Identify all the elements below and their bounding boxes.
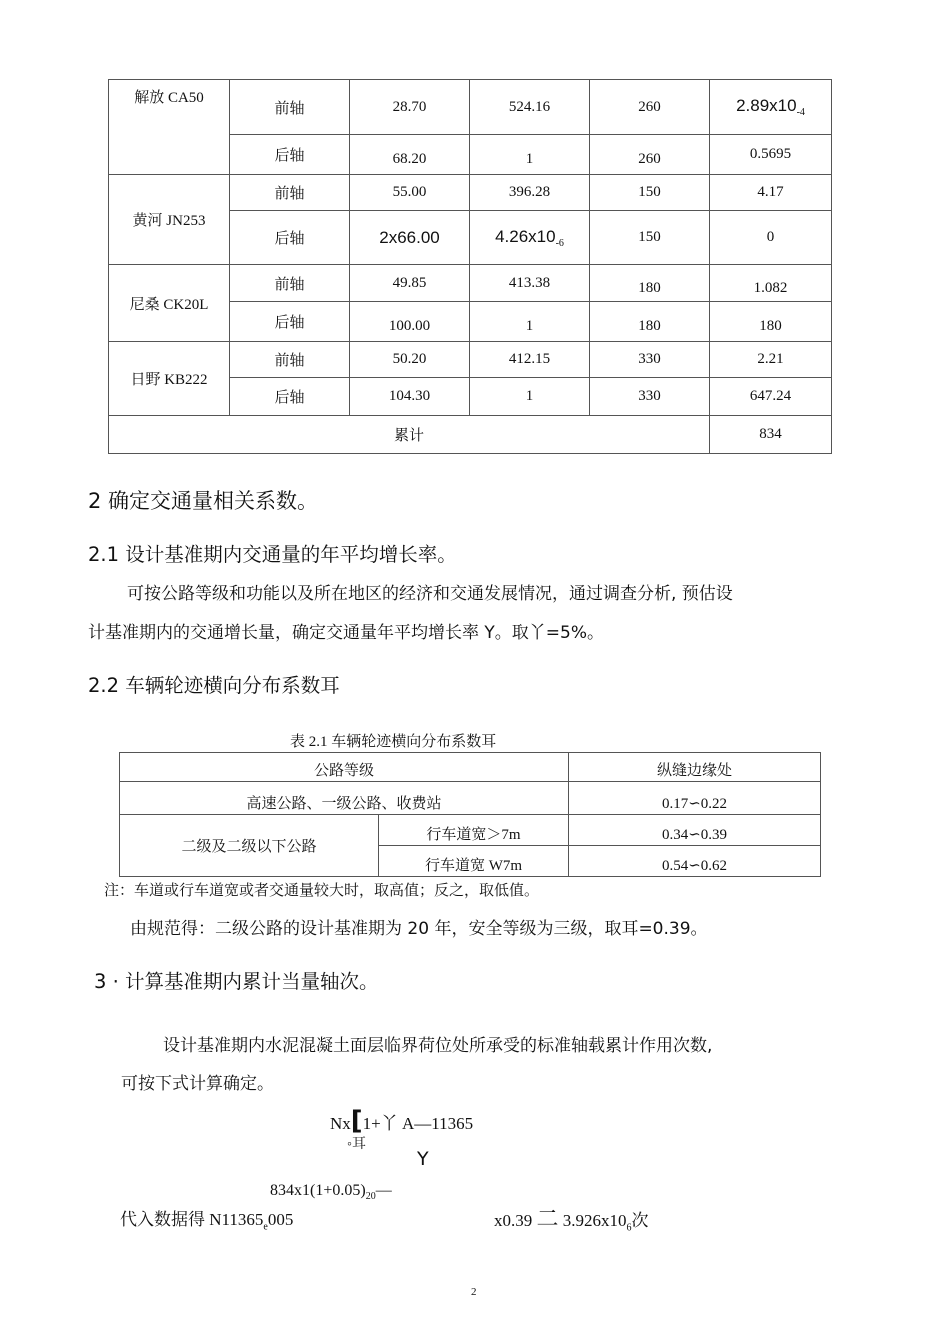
value-cell: 2.21 [710, 342, 832, 378]
table-row [109, 175, 832, 211]
vehicle-cell: 日野 KB222 [109, 342, 230, 416]
formula-line-1: Nx[1+丫 A—11365 [330, 1106, 474, 1136]
vehicle-cell: 尼桑 CK20L [109, 265, 230, 342]
header-edge: 纵缝边缘处 [569, 753, 821, 782]
table-caption: 表 2.1 车辆轮迹横向分布系数耳 [290, 734, 497, 750]
table-header-row [120, 753, 821, 782]
value-cell: 2x66.00 [350, 211, 470, 265]
value-cell: 55.00 [350, 175, 470, 211]
value-cell: 180 [590, 265, 710, 302]
value-cell: 0.5695 [710, 135, 832, 175]
value-cell: 396.28 [470, 175, 590, 211]
value-cell: 412.15 [470, 342, 590, 378]
table-row [109, 265, 832, 302]
row-value: 0.34∽0.39 [569, 815, 821, 846]
value-cell: 150 [590, 211, 710, 265]
axle-cell: 后轴 [230, 302, 350, 342]
formula-bracket: [ [350, 1106, 363, 1136]
value-cell: 1 [470, 135, 590, 175]
vehicle-cell: 解放 CA50 [109, 80, 230, 175]
total-value: 834 [710, 416, 832, 454]
value-cell: 104.30 [350, 378, 470, 416]
row-sublabel: 行车道宽＞7m [379, 815, 569, 846]
value-cell: 260 [590, 80, 710, 135]
axle-cell: 前轴 [230, 342, 350, 378]
paragraph-line: 可按公路等级和功能以及所在地区的经济和交通发展情况，通过调查分析, 预估设 [127, 584, 733, 604]
paragraph-line: 计基准期内的交通增长量，确定交通量年平均增长率 Y。取丫=5%。 [88, 623, 605, 643]
row-label: 高速公路、一级公路、收费站 [120, 782, 569, 815]
value-cell: 68.20 [350, 135, 470, 175]
axle-load-table [108, 79, 832, 454]
row-label: 二级及二级以下公路 [120, 815, 379, 877]
value-cell: 413.38 [470, 265, 590, 302]
value-cell: 1.082 [710, 265, 832, 302]
value-cell: 1 [470, 302, 590, 342]
axle-cell: 后轴 [230, 378, 350, 416]
value-cell: 330 [590, 378, 710, 416]
value-cell: 180 [590, 302, 710, 342]
axle-cell: 前轴 [230, 175, 350, 211]
value-cell: $4.26x10_{-6}$ [470, 211, 590, 265]
row-value: 0.54∽0.62 [569, 846, 821, 877]
page-number: 2 [471, 1286, 477, 1298]
value-cell: 0 [710, 211, 832, 265]
value-cell: 180 [710, 302, 832, 342]
section-2-title: 2 确定交通量相关系数。 [88, 489, 319, 513]
table-row [109, 80, 832, 135]
axle-cell: 后轴 [230, 211, 350, 265]
row-sublabel: 行车道宽 W7m [379, 846, 569, 877]
section-3-title: 3 · 计算基准期内累计当量轴次。 [94, 970, 379, 993]
formula-denominator: Y [417, 1148, 429, 1170]
value-cell: 100.00 [350, 302, 470, 342]
conclusion-line: 由规范得：二级公路的设计基准期为 20 年，安全等级为三级，取耳=0.39。 [130, 919, 708, 939]
table-row [120, 815, 821, 846]
total-row [109, 416, 832, 454]
value-cell: 1 [470, 378, 590, 416]
axle-cell: 前轴 [230, 80, 350, 135]
distribution-table [119, 752, 821, 877]
formula-line-2: $834x1(1+0.05)_{20}—$ [270, 1182, 392, 1203]
value-cell: 260 [590, 135, 710, 175]
table-row [120, 782, 821, 815]
section-2-1-title: 2.1 设计基准期内交通量的年平均增长率。 [88, 543, 457, 566]
value-cell: $2.89x10_{-4}$ [710, 80, 832, 135]
axle-cell: 后轴 [230, 135, 350, 175]
row-value: 0.17∽0.22 [569, 782, 821, 815]
section-2-2-title: 2.2 车辆轮迹横向分布系数耳 [88, 674, 340, 697]
paragraph-line: 设计基准期内水泥混凝土面层临界荷位处所承受的标准轴载累计作用次数, [163, 1036, 713, 1056]
formula-under-mark: ◦耳 [347, 1137, 366, 1152]
table-row [109, 342, 832, 378]
vehicle-cell: 黄河 JN253 [109, 175, 230, 265]
value-cell: 4.17 [710, 175, 832, 211]
value-cell: 647.24 [710, 378, 832, 416]
value-cell: 524.16 [470, 80, 590, 135]
formula-line-3: 代入数据得 $N11365_e005$ [120, 1210, 294, 1233]
header-road-grade: 公路等级 [120, 753, 569, 782]
axle-cell: 前轴 [230, 265, 350, 302]
value-cell: 50.20 [350, 342, 470, 378]
value-cell: 28.70 [350, 80, 470, 135]
value-cell: 150 [590, 175, 710, 211]
table-note: 注：车道或行车道宽或者交通量较大时，取高值；反之，取低值。 [104, 883, 540, 899]
value-cell: 330 [590, 342, 710, 378]
paragraph-line: 可按下式计算确定。 [121, 1074, 274, 1094]
total-label: 累计 [109, 416, 710, 454]
value-cell: 49.85 [350, 265, 470, 302]
formula-result: x0.39 二 $3.926x10_6$次 [494, 1207, 649, 1234]
